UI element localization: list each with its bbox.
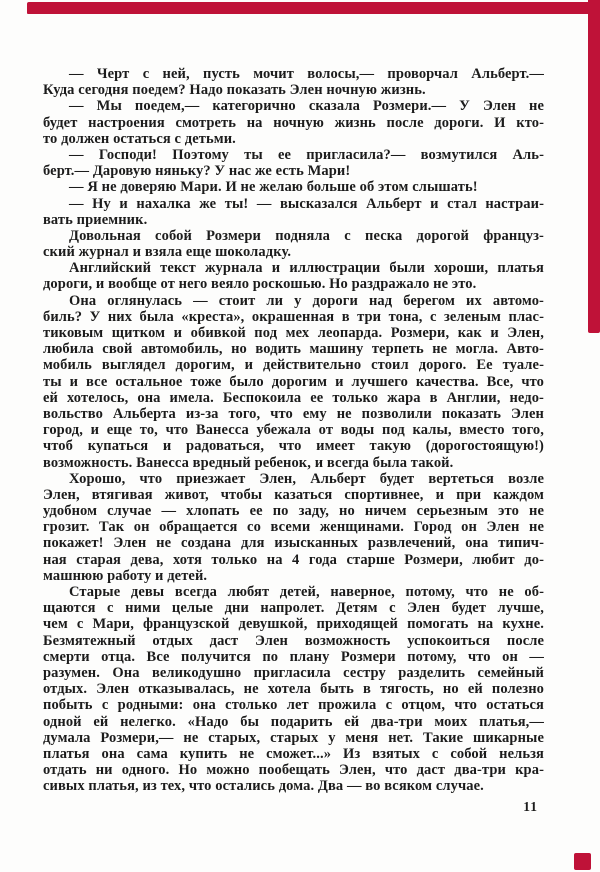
text-line: ты и все остальное тоже было дорогим и лучшего качества. Все, что	[43, 373, 544, 390]
text-line: отдать ни одного. Но можно пообещать Элен, что даст два-три кра-	[43, 762, 544, 779]
text-line: побыть с родными: она столько лет прожила с отцом, что остаться	[43, 697, 544, 714]
text-line: смерти отца. Все получится по плану Розмери потому, что он —	[43, 648, 544, 665]
text-line: ей хотелось, она имела. Беспокоила ее только жара в Англии, недо-	[43, 389, 544, 406]
text-line: машнюю работу и детей.	[43, 567, 208, 584]
text-line: чем с Мари, французской девушкой, приходящей помогать на кухне.	[43, 616, 544, 633]
text-line: Старые девы всегда любят детей, наверное, потому, что не об-	[69, 584, 544, 600]
text-line: дороги, и вообще от него веяло роскошью. Но раздражало не это.	[43, 276, 477, 293]
text-line: Она оглянулась — стоит ли у дороги над берегом их автомо-	[69, 292, 544, 309]
text-line: возможность. Ванесса вредный ребенок, и всегда была такой.	[43, 454, 454, 471]
text-line: грозит. Так он обращается со всеми женщинами. Город он Элен не	[43, 519, 544, 536]
text-line: разумен. Она великодушно пригласила сестру разделить семейный	[43, 664, 544, 681]
text-line: Хорошо, что приезжает Элен, Альберт будет вертеться возле	[69, 470, 544, 487]
text-line: удобном случае — хлопать ее по заду, но ничем серьезным это не	[43, 503, 544, 520]
text-line: мобиль выглядел дорогим, и действительно стоил дорого. Ее туале-	[43, 357, 544, 374]
text-line: город, и еще то, что Ванесса убежала от воды под калы, вместо того,	[43, 422, 544, 439]
paragraph	[43, 260, 544, 292]
text-line: любила свой автомобиль, но водить машину терпеть не могла. Авто-	[43, 341, 544, 358]
text-line: платья она сама купить не сможет...» Из взятых с собой нельзя	[43, 745, 544, 762]
text-line: биль? У них была «креста», окрашенная в три тона, с зеленым плас-	[43, 308, 544, 325]
text-line: одной ей нелегко. «Надо бы подарить ей два-три моих платья,—	[43, 713, 544, 730]
text-block	[43, 66, 544, 794]
text-line: сивых платья, из тех, что остались дома. Два — во всяком случае.	[43, 778, 484, 795]
text-line: отдых. Элен отказывалась, не хотела быть в тягость, но ей полезно	[43, 681, 544, 698]
text-line: тиковым щитком и обивкой под мех леопарда. Розмери, как и Элен,	[43, 325, 544, 341]
text-line: думала Розмери,— не старых, старых у меня нет. Такие шикарные	[43, 729, 544, 746]
page-number: 11	[523, 799, 538, 814]
paragraph	[43, 179, 544, 195]
text-line: ский журнал и взяла еще шоколадку.	[43, 244, 292, 261]
text-line: — Я не доверяю Мари. И не желаю больше об этом слышать!	[69, 179, 478, 196]
text-line: — Мы поедем,— категорично сказала Розмери.— У Элен не	[69, 98, 544, 115]
paragraph	[43, 471, 544, 584]
text-line: чтоб купаться и радоваться, что имеет такую (дорогостоящую!)	[43, 438, 544, 455]
text-line: Элен, втягивая живот, чтобы казаться спортивнее, и при каждом	[43, 486, 544, 503]
paragraph	[43, 196, 544, 228]
paragraph	[43, 66, 544, 98]
text-line: щаются с ними целые дни напролет. Детям с Элен будет лучше,	[43, 600, 544, 617]
scan-edge-right	[588, 0, 600, 333]
text-line: Безмятежный отдых даст Элен возможность успокоиться после	[43, 632, 544, 649]
text-line: — Господи! Поэтому ты ее пригласила?— возмутился Аль-	[69, 146, 544, 163]
text-line: будет настроения смотреть на ночную жизнь после дороги. И кто-	[43, 114, 544, 131]
paragraph	[43, 584, 544, 794]
scan-edge-top	[27, 2, 593, 14]
paragraph	[43, 147, 544, 179]
text-line: покажет! Элен не создана для изысканных развлечений, она типич-	[43, 535, 544, 552]
scan-edge-bottom-right	[574, 853, 591, 870]
text-line: Куда сегодня поедем? Надо показать Элен ночную жизнь.	[43, 82, 426, 99]
text-line: то должен остаться с детьми.	[43, 130, 236, 147]
text-line: — Черт с ней, пусть мочит волосы,— проворчал Альберт.—	[69, 66, 544, 82]
paragraph	[43, 228, 544, 260]
text-line: Английский текст журнала и иллюстрации были хороши, платья	[69, 260, 544, 277]
text-line: — Ну и нахалка же ты! — высказался Альберт и стал настраи-	[69, 195, 544, 212]
text-line: вольство Альберта из-за того, что ему не позволили показать Элен	[43, 405, 544, 422]
paragraph	[43, 293, 544, 471]
text-line: ная старая дева, хотя только на 4 года старше Розмери, любит до-	[43, 551, 544, 568]
text-line: вать приемник.	[43, 211, 148, 228]
text-line: Довольная собой Розмери подняла с песка дорогой француз-	[69, 227, 544, 244]
paragraph	[43, 98, 544, 147]
text-line: берт.— Даровую няньку? У нас же есть Мари!	[43, 163, 351, 180]
